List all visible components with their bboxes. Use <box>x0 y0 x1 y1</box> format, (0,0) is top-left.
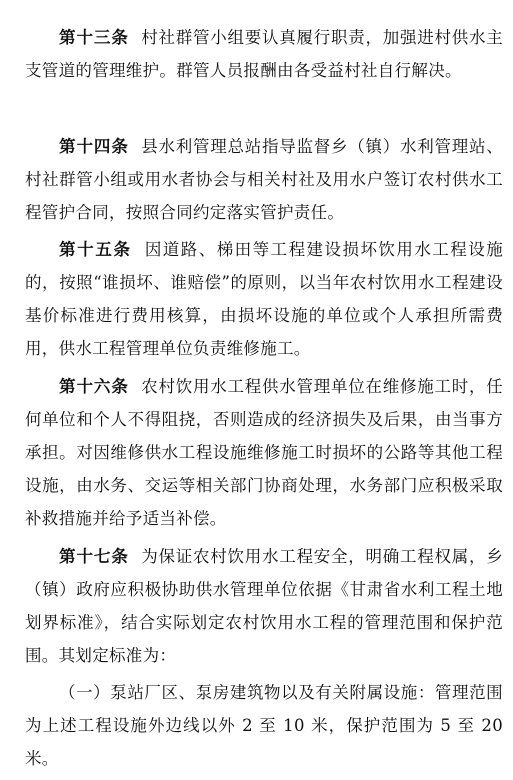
article-13-body: 村社群管小组要认真履行职责，加强进村供水主支管道的管理维护。群管人员报酬由各受益村社自行解决。 <box>25 27 503 80</box>
article-16-body: 农村饮用水工程供水管理单位在维修施工时，任何单位和个人不得阻挠，否则造成的经济损失及后果，由当事方承担。对因维修供水工程设施维修施工时损坏的公路等其他工程设施，由水务、交运等相关部门协商处理，水务部门应积极采取补救措施并给予适当补偿。 <box>25 376 503 528</box>
article-17-body: 为保证农村饮用水工程安全，明确工程权属，乡（镇）政府应积极协助供水管理单位依据《甘肃省水利工程土地划界标准》，结合实际划定农村饮用水工程的管理范围和保护范围。其划定标准为： <box>25 546 503 665</box>
article-14-body: 县水利管理总站指导监督乡（镇）水利管理站、村社群管小组或用水者协会与相关村社及用水户签订农村供水工程管护合同，按照合同约定落实管护责任。 <box>25 136 503 222</box>
article-14-heading: 第十四条 <box>59 136 129 156</box>
article-15 <box>25 233 503 365</box>
article-16-heading: 第十六条 <box>59 376 129 396</box>
article-13 <box>25 21 503 87</box>
article-17 <box>25 540 503 672</box>
article-15-body: 因道路、梯田等工程建设损坏饮用水工程设施的，按照“谁损坏、谁赔偿”的原则，以当年农村饮用水工程建设基价标准进行费用核算，由损坏设施的单位或个人承担所需费用，供水工程管理单位负责维修施工。 <box>25 239 504 358</box>
article-15-heading: 第十五条 <box>59 239 132 259</box>
article-17-item-1 <box>25 676 503 775</box>
article-13-heading: 第十三条 <box>59 27 129 47</box>
article-14 <box>25 130 503 229</box>
article-17-heading: 第十七条 <box>59 546 129 566</box>
item-1-text: （一）泵站厂区、泵房建筑物以及有关附属设施：管理范围为上述工程设施外边线以外 2 至 10 米，保护范围为 5 至 20 米。 <box>25 682 503 768</box>
article-16 <box>25 370 503 535</box>
